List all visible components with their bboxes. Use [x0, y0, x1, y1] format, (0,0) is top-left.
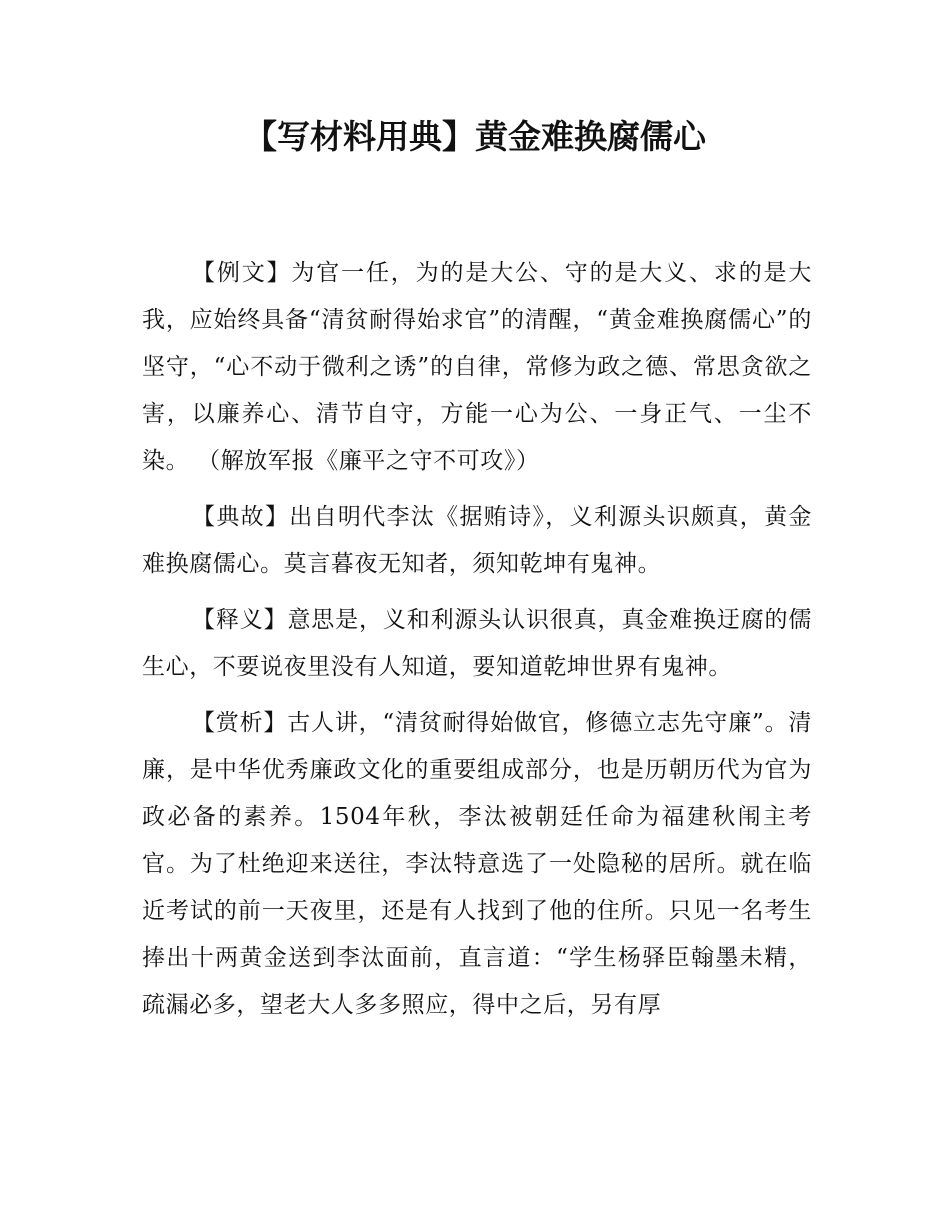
document-title: 【写材料用典】黄金难换腐儒心: [244, 117, 706, 156]
paragraph-meaning: [142, 597, 812, 691]
paragraph-tag: 【典故】: [192, 504, 290, 530]
paragraph-text: 为官一任，为的是大公、守的是大义、求的是大我，应始终具备“清贫耐得始求官”的清醒，“黄金难换腐儒心”的坚守，“心不动于微利之诱”的自律，常修为政之德、常思贪欲之害，以廉养心、清节自守，方能一心为公、一身正气、一尘不染。 （解放军报《廉平之守不可攻》）: [142, 260, 812, 474]
paragraph-tag: 【赏析】: [192, 710, 288, 736]
paragraph-tag: 【例文】: [192, 260, 292, 286]
paragraph-analysis: [142, 700, 812, 1029]
paragraph-text: 古人讲，“清贫耐得始做官，修德立志先守廉”。清廉，是中华优秀廉政文化的重要组成部分，也是历朝历代为官为政必备的素养。1504年秋，李汰被朝廷任命为福建秋闱主考官。为了杜绝迎来送往，李汰特意选了一处隐秘的居所。就在临近考试的前一天夜里，还是有人找到了他的住所。只见一名考生捧出十两黄金送到李汰面前，直言道：“学生杨驿臣翰墨未精，疏漏必多，望老大人多多照应，得中之后，另有厚: [142, 710, 812, 1018]
paragraph-example: [142, 250, 812, 485]
document-body: [142, 250, 812, 1038]
paragraph-text: 出自明代李汰《据贿诗》，义利源头识颇真，黄金难换腐儒心。莫言暮夜无知者，须知乾坤有鬼神。: [142, 504, 812, 577]
paragraph-text: 意思是，义和利源头认识很真，真金难换迂腐的儒生心，不要说夜里没有人知道，要知道乾坤世界有鬼神。: [142, 607, 813, 680]
paragraph-allusion: [142, 494, 812, 588]
paragraph-tag: 【释义】: [192, 607, 288, 633]
